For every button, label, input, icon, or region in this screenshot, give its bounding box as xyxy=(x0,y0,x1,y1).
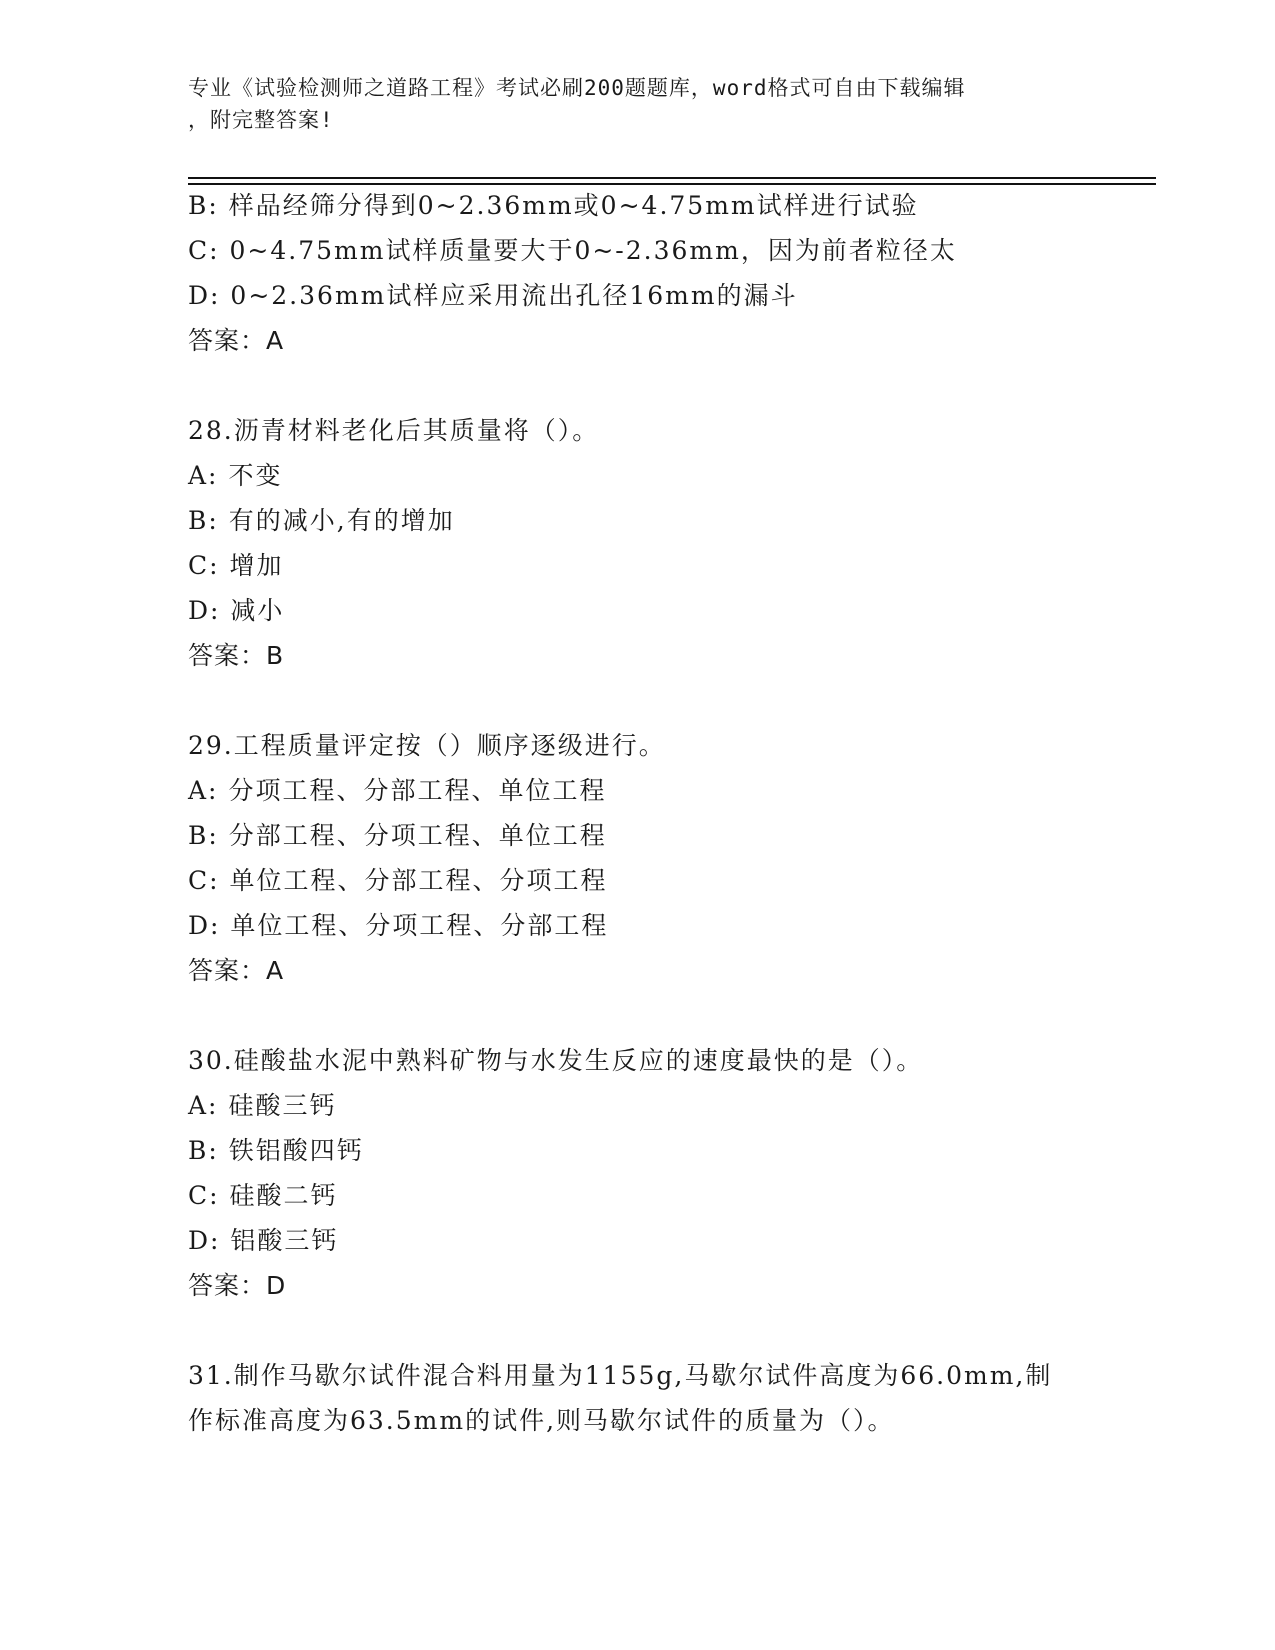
option-b: B: 样品经筛分得到0~2.36mm或0~4.75mm试样进行试验 xyxy=(188,191,919,220)
option-b: B: 分部工程、分项工程、单位工程 xyxy=(188,821,607,850)
option-b: B: 铁铝酸四钙 xyxy=(188,1136,364,1165)
header-line-2: ，附完整答案! xyxy=(188,108,334,132)
option-d: D: 铝酸三钙 xyxy=(188,1226,339,1255)
option-a: A: 分项工程、分部工程、单位工程 xyxy=(188,776,607,805)
answer: 答案：A xyxy=(188,956,285,985)
option-c: C: 硅酸二钙 xyxy=(188,1181,338,1210)
answer: 答案：A xyxy=(188,326,285,355)
answer: 答案：B xyxy=(188,641,285,670)
option-b: B: 有的减小,有的增加 xyxy=(188,506,455,535)
option-a: A: 硅酸三钙 xyxy=(188,1091,337,1120)
option-c: C: 增加 xyxy=(188,551,284,580)
option-c: C: 0~4.75mm试样质量要大于0~-2.36mm，因为前者粒径太 xyxy=(188,236,957,265)
question-stem: 30.硅酸盐水泥中熟料矿物与水发生反应的速度最快的是（）。 xyxy=(188,1046,924,1075)
option-d: D: 单位工程、分项工程、分部工程 xyxy=(188,911,609,940)
question-stem-line-1: 31.制作马歇尔试件混合料用量为1155g,马歇尔试件高度为66.0mm,制 xyxy=(188,1361,1053,1390)
option-a: A: 不变 xyxy=(188,461,283,490)
question-stem: 29.工程质量评定按（）顺序逐级进行。 xyxy=(188,731,666,760)
answer: 答案：D xyxy=(188,1271,287,1300)
option-c: C: 单位工程、分部工程、分项工程 xyxy=(188,866,608,895)
question-stem-line-2: 作标准高度为63.5mm的试件,则马歇尔试件的质量为（）。 xyxy=(188,1406,895,1435)
document-header xyxy=(188,72,1088,136)
option-d: D: 减小 xyxy=(188,596,285,625)
header-divider-bottom xyxy=(188,183,1156,185)
option-d: D: 0~2.36mm试样应采用流出孔径16mm的漏斗 xyxy=(188,281,798,310)
header-divider-top xyxy=(188,177,1156,179)
header-line-1: 专业《试验检测师之道路工程》考试必刷200题题库，word格式可自由下载编辑 xyxy=(188,76,966,100)
question-stem: 28.沥青材料老化后其质量将（）。 xyxy=(188,416,600,445)
